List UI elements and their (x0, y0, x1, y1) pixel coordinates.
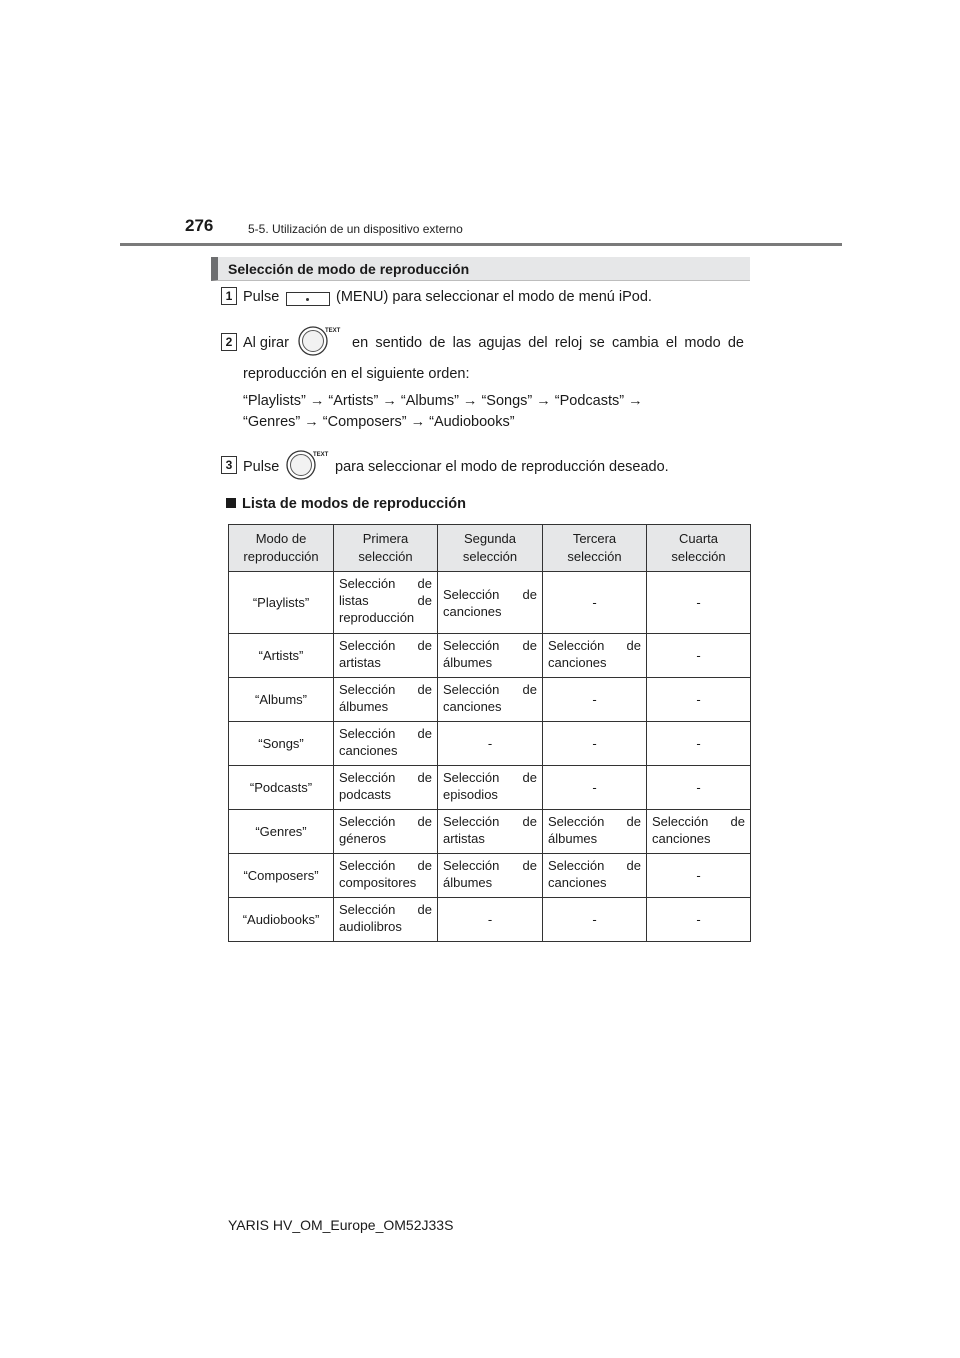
table-cell: Selección de audiolibros (334, 898, 438, 942)
table-cell: Selección de compositores (334, 854, 438, 898)
table-cell: Selección de episodios (438, 766, 543, 810)
table-cell: “Composers” (229, 854, 334, 898)
step-2-number: 2 (221, 333, 237, 351)
table-cell: “Albums” (229, 678, 334, 722)
table-cell: - (647, 678, 751, 722)
step-1-text-after: (MENU) para seleccionar el modo de menú iPod. (336, 289, 652, 305)
table-cell: Selección de canciones (647, 810, 751, 854)
table-cell: Selección de álbumes (438, 634, 543, 678)
table-cell: Selección de géneros (334, 810, 438, 854)
table-cell: “Audiobooks” (229, 898, 334, 942)
table-row (229, 678, 751, 722)
header-rule (120, 243, 842, 246)
table-row (229, 634, 751, 678)
tune-knob-icon (284, 447, 332, 481)
step-2-text-after: en sentido de las agujas del reloj se cambia el modo de (352, 335, 744, 351)
header-fourth: Cuarta selección (647, 525, 751, 572)
table-cell: Selección de artistas (334, 634, 438, 678)
knob-text-label: TEXT (313, 452, 329, 458)
header-first: Primera selección (334, 525, 438, 572)
table-cell: - (543, 766, 647, 810)
table-cell: “Songs” (229, 722, 334, 766)
section-reference: 5-5. Utilización de un dispositivo externo (248, 222, 463, 236)
playback-modes-table (228, 524, 751, 942)
table-cell: Selección de álbumes (334, 678, 438, 722)
section-title-bar (211, 257, 750, 281)
table-cell: “Artists” (229, 634, 334, 678)
table-cell: Selección de canciones (438, 572, 543, 634)
step-1-number: 1 (221, 287, 237, 305)
table-cell: - (647, 854, 751, 898)
knob-text-label: TEXT (325, 328, 341, 334)
table-cell: Selección de canciones (334, 722, 438, 766)
section-title: Selección de modo de reproducción (228, 261, 470, 277)
table-cell: Selección de canciones (543, 634, 647, 678)
table-cell: - (647, 722, 751, 766)
table-cell: - (647, 766, 751, 810)
tune-knob-icon (296, 323, 344, 357)
step-2-order-line-2: “Genres” → “Composers” → “Audiobooks” (243, 414, 515, 430)
table-row (229, 722, 751, 766)
header-third: Tercera selección (543, 525, 647, 572)
table-cell: Selección de canciones (543, 854, 647, 898)
table-row (229, 854, 751, 898)
table-row (229, 766, 751, 810)
table-header-row (229, 525, 751, 572)
table-cell: Selección de álbumes (438, 854, 543, 898)
footer-document-code: YARIS HV_OM_Europe_OM52J33S (228, 1217, 454, 1233)
table-cell: - (647, 572, 751, 634)
table-cell: - (647, 634, 751, 678)
step-3-text-before: Pulse (243, 459, 280, 475)
table-cell: Selección de podcasts (334, 766, 438, 810)
step-3-text-after: para seleccionar el modo de reproducción deseado. (335, 459, 669, 475)
square-bullet-icon (226, 498, 236, 508)
table-cell: Selección de artistas (438, 810, 543, 854)
table-cell: - (647, 898, 751, 942)
step-3-number: 3 (221, 456, 237, 474)
table-cell: - (438, 722, 543, 766)
table-cell: - (543, 678, 647, 722)
table-row (229, 810, 751, 854)
step-2-order-line-1: “Playlists” → “Artists” → “Albums” → “Songs” → “Podcasts” → (243, 393, 643, 409)
list-heading (226, 496, 466, 512)
list-heading-text: Lista de modos de reproducción (242, 496, 466, 512)
header-mode: Modo de reproducción (229, 525, 334, 572)
step-2-line-2: reproducción en el siguiente orden: (243, 366, 470, 382)
table-cell: “Genres” (229, 810, 334, 854)
table-cell: “Playlists” (229, 572, 334, 634)
table-cell: Selección de listas de reproducción (334, 572, 438, 634)
table-cell: “Podcasts” (229, 766, 334, 810)
table-cell: - (543, 572, 647, 634)
table-cell: Selección de canciones (438, 678, 543, 722)
page-number: 276 (185, 216, 214, 235)
step-2-text-before: Al girar (243, 335, 289, 351)
table-cell: Selección de álbumes (543, 810, 647, 854)
table-cell: - (438, 898, 543, 942)
header-second: Segunda selección (438, 525, 543, 572)
table-cell: - (543, 722, 647, 766)
table-cell: - (543, 898, 647, 942)
table-row (229, 572, 751, 634)
menu-button-icon (286, 292, 330, 306)
table-row (229, 898, 751, 942)
step-1-text-before: Pulse (243, 289, 280, 305)
